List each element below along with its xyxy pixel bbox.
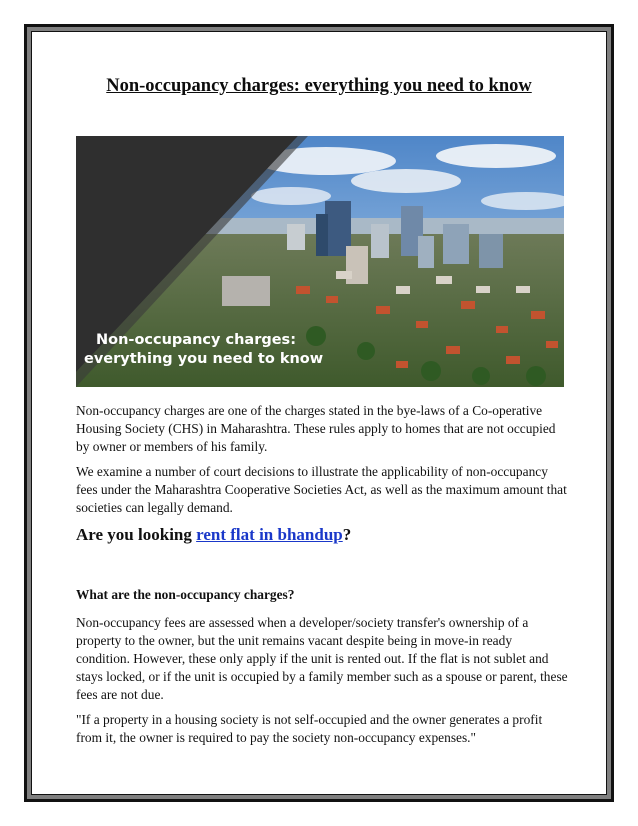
rent-flat-link[interactable]: rent flat in bhandup (196, 525, 343, 544)
hero-image (76, 136, 564, 387)
intro-paragraph: Non-occupancy charges are one of the charges stated in the bye-laws of a Co-operative Housing Society (CHS) in Maharashtra. These rules apply to homes that are not occupied by owner or members of his family. (76, 403, 556, 454)
document-body (76, 402, 568, 754)
hero-caption-line2: everything you need to know (84, 351, 324, 367)
examine-paragraph: We examine a number of court decisions to illustrate the applicability of non-occupancy fees under the Maharashtra Cooperative Societies Act, as well as the maximum amount that societies can legally demand. (76, 464, 567, 515)
quote-paragraph: "If a property in a housing society is not self-occupied and the owner generates a profit from it, the owner is required to pay the society non-occupancy expenses." (76, 712, 543, 745)
cta-prefix: Are you looking (76, 525, 197, 544)
section-heading: What are the non-occupancy charges? (76, 587, 295, 602)
section-body-paragraph: Non-occupancy fees are assessed when a developer/society transfer's ownership of a property to the owner, but the unit remains vacant despite being in move-in ready condition. However, these only apply if the unit is rented out. If the flat is not sublet and stays locked, or if the unit is occupied by a family member such as a spouse or parent, these fees are not due. (76, 615, 568, 702)
hero-caption-line1: Non-occupancy charges: (96, 332, 296, 348)
document-title: Non-occupancy charges: everything you need to know (106, 76, 532, 96)
cta-suffix: ? (342, 525, 352, 544)
cta-line (76, 524, 568, 546)
